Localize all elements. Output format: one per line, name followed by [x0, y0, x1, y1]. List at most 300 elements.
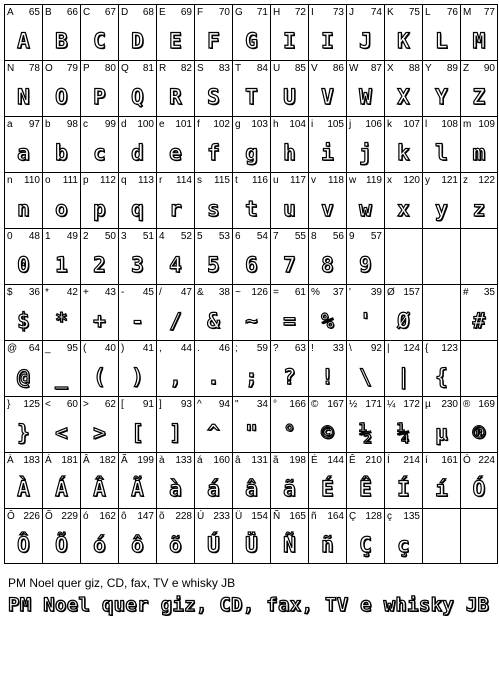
glyph-code: 45: [142, 287, 154, 298]
glyph-char: d: [121, 119, 127, 130]
glyph-char: o: [45, 175, 51, 186]
glyph-char: ]: [159, 399, 162, 410]
glyph-label: [349, 511, 382, 522]
glyph-cell: [270, 284, 308, 340]
glyph-sample: ç: [397, 533, 410, 557]
glyph-char: /: [159, 287, 162, 298]
glyph-label: [235, 343, 268, 354]
glyph-code: 117: [290, 175, 306, 186]
glyph-cell: [156, 116, 194, 172]
glyph-label: [159, 399, 192, 410]
glyph-code: 79: [66, 63, 78, 74]
glyph-label: [159, 287, 192, 298]
glyph-code: 164: [327, 511, 344, 522]
glyph-sample: r: [169, 197, 182, 221]
glyph-cell: [42, 172, 80, 228]
glyph-code: 115: [214, 175, 230, 186]
glyph-char: f: [197, 119, 200, 130]
glyph-code: 90: [483, 63, 495, 74]
glyph-char: 3: [121, 231, 127, 242]
glyph-char: m: [463, 119, 472, 130]
glyph-sample: Ç: [359, 533, 372, 557]
glyph-char: Q: [121, 63, 129, 74]
glyph-char: ¼: [387, 399, 396, 410]
glyph-code: 68: [142, 7, 154, 18]
glyph-cell: [422, 172, 460, 228]
glyph-sample: N: [17, 85, 30, 109]
glyph-char: q: [121, 175, 127, 186]
glyph-cell: [42, 340, 80, 396]
glyph-code: 110: [24, 175, 40, 186]
glyph-char: ã: [273, 455, 279, 466]
glyph-code: 53: [218, 231, 230, 242]
glyph-code: 39: [370, 287, 382, 298]
glyph-label: [83, 287, 116, 298]
glyph-sample: I: [321, 29, 334, 53]
glyph-char: B: [45, 7, 52, 18]
glyph-char: õ: [159, 511, 165, 522]
glyph-cell: [346, 172, 384, 228]
glyph-sample: <: [55, 421, 68, 445]
glyph-cell: [232, 452, 270, 508]
glyph-char: Ñ: [273, 511, 281, 522]
glyph-sample: c: [93, 141, 106, 165]
glyph-code: 72: [294, 7, 306, 18]
glyph-sample: Ô: [17, 533, 30, 557]
glyph-cell: [156, 228, 194, 284]
glyph-char: H: [273, 7, 281, 18]
glyph-cell: [460, 452, 498, 508]
glyph-label: [387, 175, 420, 186]
glyph-cell: [4, 508, 42, 564]
glyph-sample: õ: [169, 533, 182, 557]
glyph-code: 94: [218, 399, 230, 410]
glyph-cell: [80, 4, 118, 60]
glyph-label: [197, 119, 230, 130]
glyph-cell: [42, 284, 80, 340]
glyph-label: [7, 399, 40, 410]
glyph-code: 64: [28, 343, 40, 354]
glyph-sample: B: [55, 29, 68, 53]
glyph-char: C: [83, 7, 91, 18]
glyph-code: 172: [403, 399, 420, 410]
glyph-code: 33: [332, 343, 344, 354]
glyph-sample: l: [435, 141, 448, 165]
glyph-code: 154: [251, 511, 268, 522]
glyph-cell: [4, 452, 42, 508]
glyph-label: [387, 119, 420, 130]
glyph-code: 59: [256, 343, 268, 354]
glyph-char: ^: [197, 399, 202, 410]
glyph-cell: [346, 452, 384, 508]
glyph-char: u: [273, 175, 279, 186]
glyph-code: 84: [256, 63, 268, 74]
glyph-char: |: [387, 343, 390, 354]
glyph-code: 171: [365, 399, 382, 410]
glyph-char: !: [311, 343, 314, 354]
glyph-cell: [4, 340, 42, 396]
glyph-label: [121, 175, 154, 186]
glyph-code: 62: [104, 399, 116, 410]
glyph-label: [425, 455, 458, 466]
glyph-cell: [156, 284, 194, 340]
glyph-char: p: [83, 175, 89, 186]
glyph-cell: [346, 508, 384, 564]
glyph-code: 106: [365, 119, 382, 130]
glyph-sample: í: [435, 477, 448, 501]
glyph-char: â: [235, 455, 241, 466]
glyph-sample: S: [207, 85, 220, 109]
glyph-row: [4, 60, 498, 116]
glyph-cell: [118, 452, 156, 508]
glyph-label: [197, 7, 230, 18]
glyph-cell: [384, 396, 422, 452]
glyph-char: R: [159, 63, 167, 74]
glyph-sample: #: [472, 309, 486, 333]
glyph-code: 160: [213, 455, 230, 466]
glyph-label: [45, 63, 78, 74]
glyph-sample: U: [283, 85, 296, 109]
glyph-cell: [80, 172, 118, 228]
glyph-sample: 7: [283, 253, 296, 277]
glyph-char: V: [311, 63, 318, 74]
glyph-sample: K: [397, 29, 410, 53]
glyph-label: [311, 7, 344, 18]
glyph-sample: =: [283, 309, 296, 333]
glyph-char: ": [235, 399, 239, 410]
glyph-char: É: [311, 455, 318, 466]
glyph-cell: [4, 396, 42, 452]
glyph-char: s: [197, 175, 202, 186]
glyph-code: 105: [327, 119, 344, 130]
glyph-sample: J: [359, 29, 372, 53]
glyph-char: Ø: [387, 287, 395, 298]
glyph-char: ®: [463, 399, 471, 410]
glyph-cell: [194, 172, 232, 228]
glyph-code: 99: [104, 119, 116, 130]
glyph-label: [273, 287, 306, 298]
glyph-sample: â: [245, 477, 258, 501]
glyph-cell: [4, 228, 42, 284]
glyph-cell: [384, 452, 422, 508]
glyph-label: [235, 231, 268, 242]
glyph-char: 2: [83, 231, 89, 242]
glyph-label: [273, 63, 306, 74]
glyph-cell: [422, 116, 460, 172]
glyph-label: [387, 63, 420, 74]
glyph-label: [235, 7, 268, 18]
glyph-code: 89: [446, 63, 458, 74]
glyph-cell: [270, 116, 308, 172]
glyph-label: [45, 175, 78, 186]
glyph-label: [311, 63, 344, 74]
glyph-cell: [80, 228, 118, 284]
glyph-code: 198: [289, 455, 306, 466]
glyph-code: 44: [180, 343, 192, 354]
glyph-cell: [422, 284, 460, 340]
glyph-char: ç: [387, 511, 392, 522]
glyph-char: Ú: [197, 511, 205, 522]
glyph-char: t: [235, 175, 238, 186]
glyph-label: [311, 455, 344, 466]
glyph-char: J: [349, 7, 354, 18]
character-map-grid: [4, 4, 498, 564]
glyph-char: E: [159, 7, 166, 18]
glyph-char: }: [7, 399, 11, 410]
glyph-cell: [308, 60, 346, 116]
glyph-row: [4, 4, 498, 60]
glyph-char: A: [7, 7, 14, 18]
glyph-code: 165: [289, 511, 306, 522]
glyph-label: [159, 231, 192, 242]
glyph-sample: 8: [321, 253, 334, 277]
glyph-char: Õ: [45, 511, 53, 522]
glyph-sample: ~: [245, 309, 258, 333]
glyph-cell: [308, 452, 346, 508]
glyph-sample: ': [359, 309, 372, 333]
glyph-char: 1: [45, 231, 51, 242]
sample-text-plain: PM Noel quer giz, CD, fax, TV e whisky JB: [8, 576, 236, 590]
glyph-label: [349, 399, 382, 410]
glyph-cell: [384, 4, 422, 60]
glyph-cell: [156, 172, 194, 228]
glyph-char: µ: [425, 399, 431, 410]
glyph-label: [121, 7, 154, 18]
glyph-label: [197, 455, 230, 466]
glyph-code: 144: [327, 455, 344, 466]
glyph-cell: [194, 60, 232, 116]
glyph-sample: ®: [472, 421, 486, 445]
glyph-label: [159, 455, 192, 466]
glyph-label: [273, 511, 306, 522]
glyph-cell: [308, 172, 346, 228]
glyph-code: 116: [252, 175, 268, 186]
glyph-sample: ]: [169, 421, 182, 445]
glyph-sample: ^: [207, 421, 220, 445]
glyph-code: 233: [213, 511, 230, 522]
glyph-cell: [460, 116, 498, 172]
glyph-cell: [4, 284, 42, 340]
glyph-label: [45, 119, 78, 130]
glyph-code: 76: [446, 7, 458, 18]
glyph-char: 6: [235, 231, 241, 242]
glyph-code: 83: [218, 63, 230, 74]
glyph-sample: _: [55, 365, 68, 389]
glyph-cell: [270, 452, 308, 508]
glyph-label: [45, 511, 78, 522]
glyph-char: à: [159, 455, 165, 466]
glyph-label: [121, 231, 154, 242]
glyph-label: [463, 119, 495, 130]
glyph-label: [121, 63, 154, 74]
glyph-sample: P: [93, 85, 106, 109]
glyph-sample: C: [93, 29, 106, 53]
glyph-sample: ;: [245, 365, 258, 389]
glyph-sample: Á: [55, 477, 68, 501]
glyph-label: [121, 343, 154, 354]
glyph-cell: [118, 4, 156, 60]
glyph-cell: [232, 116, 270, 172]
glyph-sample: 0: [17, 253, 30, 277]
glyph-cell: [232, 340, 270, 396]
glyph-label: [235, 119, 268, 130]
glyph-code: 111: [62, 175, 78, 186]
glyph-char: {: [425, 343, 429, 354]
glyph-row: [4, 452, 498, 508]
glyph-cell: [118, 60, 156, 116]
glyph-label: [387, 343, 420, 354]
glyph-label: [83, 63, 116, 74]
glyph-cell: [156, 60, 194, 116]
glyph-label: [311, 511, 344, 522]
glyph-cell: [194, 452, 232, 508]
glyph-code: 147: [137, 511, 154, 522]
glyph-code: 120: [403, 175, 420, 186]
glyph-sample: E: [169, 29, 182, 53]
glyph-sample: y: [435, 197, 448, 221]
glyph-cell: [4, 60, 42, 116]
glyph-sample: D: [131, 29, 144, 53]
glyph-code: 182: [99, 455, 116, 466]
glyph-cell: [42, 60, 80, 116]
glyph-row: [4, 172, 498, 228]
glyph-label: [45, 455, 78, 466]
glyph-cell: [4, 172, 42, 228]
glyph-cell: [156, 4, 194, 60]
glyph-char: S: [197, 63, 204, 74]
glyph-label: [121, 119, 154, 130]
glyph-cell: [42, 396, 80, 452]
glyph-char: 8: [311, 231, 317, 242]
glyph-label: [197, 343, 230, 354]
glyph-code: 125: [23, 399, 40, 410]
glyph-char: -: [121, 287, 125, 298]
glyph-sample: Ú: [207, 533, 220, 557]
glyph-sample: Z: [472, 85, 486, 109]
glyph-label: [235, 399, 268, 410]
glyph-cell: [346, 340, 384, 396]
glyph-code: 65: [28, 7, 40, 18]
glyph-label: [83, 7, 116, 18]
glyph-char: .: [197, 343, 200, 354]
glyph-label: [83, 231, 116, 242]
glyph-row: [4, 116, 498, 172]
glyph-code: 88: [408, 63, 420, 74]
glyph-cell: [460, 340, 498, 396]
glyph-code: 98: [66, 119, 78, 130]
glyph-label: [7, 63, 40, 74]
glyph-label: [463, 399, 495, 410]
glyph-sample: }: [17, 421, 30, 445]
glyph-cell: [118, 228, 156, 284]
glyph-cell: [232, 396, 270, 452]
glyph-label: [425, 119, 458, 130]
glyph-code: 54: [256, 231, 268, 242]
glyph-code: 51: [142, 231, 154, 242]
glyph-sample: I: [283, 29, 296, 53]
glyph-cell: [42, 116, 80, 172]
glyph-char: Z: [463, 63, 470, 74]
glyph-code: 50: [104, 231, 116, 242]
glyph-char: ½: [349, 399, 358, 410]
glyph-cell: [80, 396, 118, 452]
glyph-sample: µ: [435, 421, 448, 445]
glyph-char: °: [273, 399, 277, 410]
glyph-code: 49: [66, 231, 78, 242]
glyph-char: ñ: [311, 511, 317, 522]
glyph-code: 73: [332, 7, 344, 18]
glyph-char: =: [273, 287, 279, 298]
glyph-sample: F: [207, 29, 220, 53]
glyph-cell: [80, 452, 118, 508]
glyph-code: 95: [66, 343, 78, 354]
glyph-label: [235, 63, 268, 74]
glyph-sample: t: [245, 197, 258, 221]
glyph-sample: ½: [359, 421, 372, 445]
glyph-label: [121, 511, 154, 522]
glyph-sample: ñ: [321, 533, 334, 557]
glyph-sample: x: [397, 197, 410, 221]
glyph-char: #: [463, 287, 469, 298]
glyph-label: [197, 399, 230, 410]
glyph-cell: [460, 508, 498, 564]
glyph-char: k: [387, 119, 392, 130]
glyph-cell: [346, 228, 384, 284]
glyph-sample: ã: [283, 477, 296, 501]
glyph-label: [159, 511, 192, 522]
glyph-label: [349, 231, 382, 242]
glyph-sample: ô: [131, 533, 144, 557]
glyph-label: [7, 231, 40, 242]
glyph-code: 122: [478, 175, 495, 186]
glyph-sample: (: [93, 365, 106, 389]
glyph-cell: [232, 4, 270, 60]
glyph-sample: L: [435, 29, 448, 53]
glyph-code: 100: [137, 119, 154, 130]
glyph-char: 9: [349, 231, 355, 242]
glyph-code: 85: [294, 63, 306, 74]
glyph-sample: W: [359, 85, 372, 109]
glyph-sample: Q: [131, 85, 144, 109]
glyph-label: [159, 7, 192, 18]
glyph-char: ô: [121, 511, 127, 522]
glyph-sample: k: [397, 141, 410, 165]
glyph-sample: v: [321, 197, 334, 221]
glyph-code: 210: [365, 455, 382, 466]
glyph-code: 214: [403, 455, 420, 466]
glyph-cell: [4, 4, 42, 60]
glyph-label: [463, 287, 495, 298]
glyph-sample: á: [207, 477, 220, 501]
glyph-cell: [80, 340, 118, 396]
glyph-char: &: [197, 287, 204, 298]
glyph-char: I: [311, 7, 314, 18]
glyph-char: v: [311, 175, 316, 186]
glyph-cell: [80, 60, 118, 116]
glyph-cell: [4, 116, 42, 172]
glyph-code: 78: [28, 63, 40, 74]
glyph-code: 124: [403, 343, 420, 354]
glyph-sample: Ó: [472, 477, 486, 501]
glyph-label: [83, 343, 116, 354]
glyph-sample: À: [17, 477, 30, 501]
glyph-sample: ,: [169, 365, 182, 389]
glyph-code: 48: [28, 231, 40, 242]
glyph-char: Ê: [349, 455, 356, 466]
glyph-cell: [422, 60, 460, 116]
glyph-char: c: [83, 119, 88, 130]
glyph-char: i: [311, 119, 314, 130]
